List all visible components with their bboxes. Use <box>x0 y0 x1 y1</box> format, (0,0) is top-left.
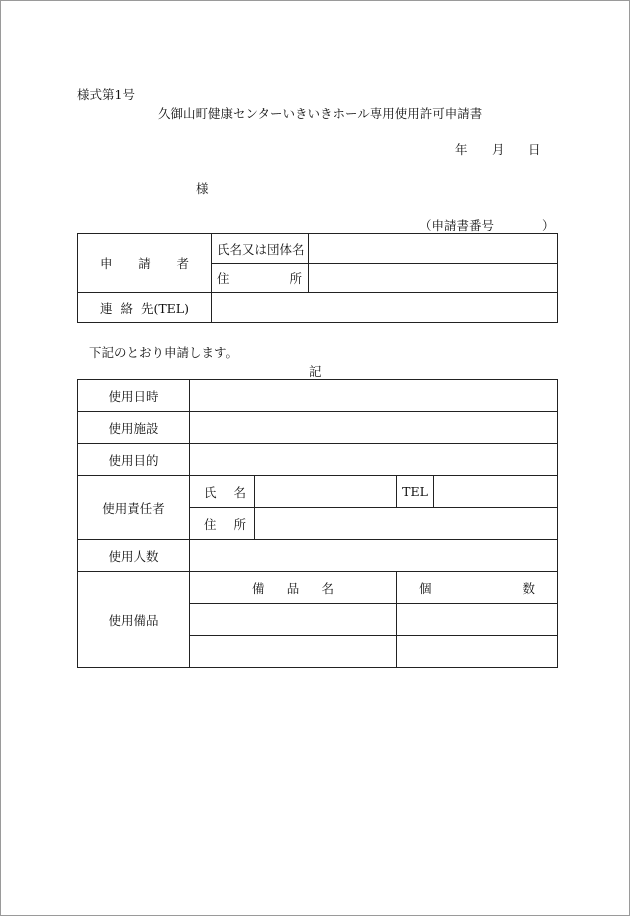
intro-text: 下記のとおり申請します。 <box>89 345 239 360</box>
usage-people-field[interactable] <box>190 540 558 572</box>
equipment-name-field-1[interactable] <box>190 604 397 636</box>
manager-tel-field[interactable] <box>434 476 558 508</box>
equipment-label: 使用備品 <box>78 572 190 668</box>
equipment-count-header: 個 数 <box>397 572 558 604</box>
contact-field[interactable] <box>212 293 558 323</box>
form-title: 久御山町健康センターいきいきホール専用使用許可申請書 <box>158 106 483 121</box>
application-number-close: ） <box>542 218 555 233</box>
ki-label: 記 <box>309 364 322 379</box>
applicant-address-field[interactable] <box>309 264 558 293</box>
application-number-open: （申請書番号 <box>419 218 495 233</box>
addressee-suffix: 様 <box>196 181 209 196</box>
equipment-name-field-2[interactable] <box>190 636 397 668</box>
applicant-name-label: 氏名又は団体名 <box>212 234 309 264</box>
manager-tel-label: TEL <box>397 476 434 508</box>
usage-facility-field[interactable] <box>190 412 558 444</box>
usage-datetime-field[interactable] <box>190 380 558 412</box>
manager-address-field[interactable] <box>255 508 558 540</box>
usage-datetime-label: 使用日時 <box>78 380 190 412</box>
applicant-label-cell: 申 請 者 <box>78 234 212 293</box>
applicant-table <box>77 233 558 323</box>
usage-table <box>77 379 558 668</box>
applicant-name-field[interactable] <box>309 234 558 264</box>
manager-label: 使用責任者 <box>78 476 190 540</box>
usage-purpose-label: 使用目的 <box>78 444 190 476</box>
applicant-address-label: 住 所 <box>212 264 309 293</box>
manager-address-label: 住 所 <box>190 508 255 540</box>
equipment-name-header: 備 品 名 <box>190 572 397 604</box>
usage-people-label: 使用人数 <box>78 540 190 572</box>
date-day: 日 <box>528 142 541 157</box>
form-number: 様式第1号 <box>77 87 135 102</box>
usage-purpose-field[interactable] <box>190 444 558 476</box>
manager-name-field[interactable] <box>255 476 397 508</box>
manager-name-label: 氏 名 <box>190 476 255 508</box>
equipment-count-field-1[interactable] <box>397 604 558 636</box>
date-year: 年 <box>455 142 468 157</box>
equipment-count-field-2[interactable] <box>397 636 558 668</box>
date-month: 月 <box>492 142 505 157</box>
usage-facility-label: 使用施設 <box>78 412 190 444</box>
contact-label-cell: 連 絡 先(TEL) <box>78 293 212 323</box>
